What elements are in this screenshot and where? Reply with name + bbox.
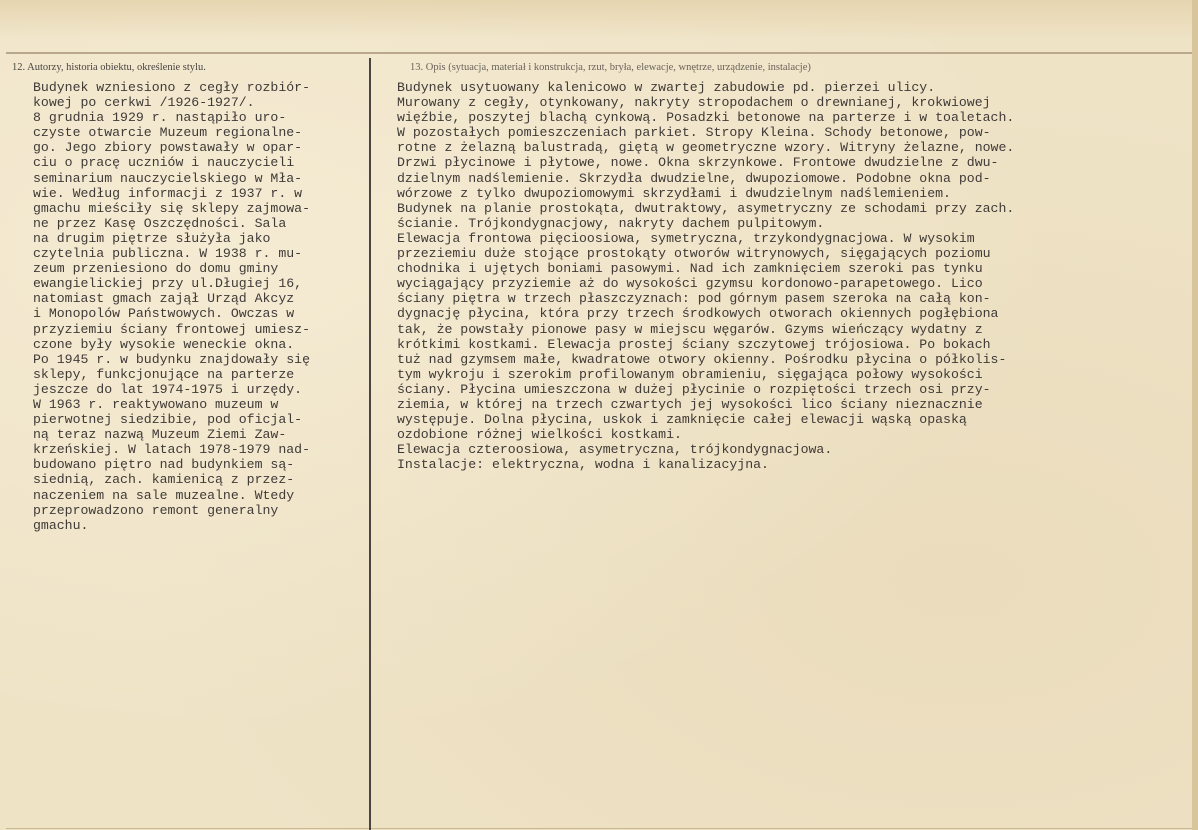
description-text-line: Elewacja czteroosiowa, asymetryczna, trójkondygnacjowa. (397, 442, 833, 458)
history-text-line: czone były wysokie weneckie okna. (33, 336, 295, 352)
description-text-line: ściany. Płycina umieszczona w dużej płycinie o rozpiętości trzech osi przy- (397, 381, 991, 397)
history-text-line: seminarium nauczycielskiego w Mła- (33, 170, 303, 186)
history-text-line: natomiast gmach zajął Urząd Akcyz (33, 291, 295, 307)
description-text-line: przeziemiu duże stojące prostokąty otworów witrynowych, sięgających poziomu (397, 246, 991, 262)
history-text-line: naczeniem na sale muzealne. Wtedy (33, 487, 295, 503)
description-text-line: dzielnym nadślemienie. Skrzydła dwudzielne, dwupoziomowe. Podobne okna pod- (397, 170, 991, 186)
history-text-line: go. Jego zbiory powstawały w opar- (33, 140, 303, 156)
history-text-line: gmachu. (33, 517, 89, 533)
description-text (397, 80, 1014, 472)
history-text-line: ewangielickiej przy ul.Długiej 16, (33, 276, 303, 292)
history-text-line: gmachu mieściły się sklepy zajmowa- (33, 200, 310, 216)
description-text-line: ozdobione różnej wielkości kostkami. (397, 427, 682, 443)
description-text-line: Budynek usytuowany kalenicowo w zwartej zabudowie pd. pierzei ulicy. (397, 80, 936, 95)
description-text-line: ściany piętra w trzech płaszczyznach: pod górnym pasem szeroka na całą kon- (397, 291, 991, 307)
header-rule (6, 52, 1192, 54)
description-text-line: Instalacje: elektryczna, wodna i kanalizacyjna. (397, 457, 769, 473)
description-text-line: W pozostałych pomieszczeniach parkiet. Stropy Kleina. Schody betonowe, pow- (397, 125, 991, 141)
history-text-line: ne przez Kasę Oszczędności. Sala (33, 215, 287, 231)
description-text-line: Murowany z cegły, otynkowany, nakryty stropodachem o drewnianej, krokwiowej (397, 95, 991, 111)
history-text-line: i Monopolów Państwowych. Owczas w (33, 306, 295, 322)
description-text-line: chodnika i ujętych boniami pasowymi. Nad ich zamknięciem szeroki pas tynku (397, 261, 983, 277)
description-text-line: Drzwi płycinowe i płytowe, nowe. Okna skrzynkowe. Frontowe dwudzielne z dwu- (397, 155, 999, 171)
history-text (33, 80, 310, 533)
history-text-line: wie. Według informacji z 1937 r. w (33, 185, 303, 201)
history-text-line: siednią, zach. kamienicą z przez- (33, 472, 295, 488)
paper-top-edge (0, 0, 1198, 40)
description-text-line: rotne z żelazną balustradą, giętą w geometryczne wzory. Witryny żelazne, nowe. (397, 140, 1015, 156)
history-text-line: zeum przeniesiono do domu gminy (33, 261, 279, 277)
history-text-line: ną teraz nazwą Muzeum Ziemi Zaw- (33, 427, 287, 443)
history-text-line: budowano piętro nad budynkiem są- (33, 457, 295, 473)
history-text-line: 8 grudnia 1929 r. nastąpiło uro- (33, 110, 287, 126)
history-text-line: na drugim piętrze służyła jako (33, 230, 271, 246)
description-text-line: więźbie, poszytej blachą cynkową. Posadzki betonowe na parterze i w toaletach. (397, 110, 1015, 126)
history-text-line: pierwotnej siedzibie, pod oficjal- (33, 412, 303, 428)
description-text-line: wórzowe z tylko dwupoziomowymi skrzydłami i dwudzielnym nadślemieniem. (397, 185, 951, 201)
description-text-line: tym wykroju i szerokim profilowanym obramieniu, sięgająca połowy wysokości (397, 366, 983, 382)
history-text-line: czytelnia publiczna. W 1938 r. mu- (33, 246, 303, 262)
description-text-line: Elewacja frontowa pięcioosiowa, symetryczna, trzykondygnacjowa. W wysokim (397, 230, 975, 246)
history-text-line: Budynek wzniesiono z cegły rozbiór- (33, 80, 310, 95)
history-text-line: ciu o pracę uczniów i nauczycieli (33, 155, 295, 171)
history-text-line: Po 1945 r. w budynku znajdowały się (33, 351, 310, 367)
description-text-line: krótkimi kostkami. Elewacja prostej ściany szczytowej trójosiowa. Po bokach (397, 336, 991, 352)
bottom-rule (6, 828, 1192, 829)
column-divider (369, 58, 371, 830)
description-text-line: tuż nad gzymsem małe, kwadratowe otwory okienny. Pośrodku płycina o półkolis- (397, 351, 1007, 367)
description-text-line: Budynek na planie prostokąta, dwutraktowy, asymetryczny ze schodami przy zach. (397, 200, 1015, 216)
description-text-line: występuje. Dolna płycina, uskok i zamknięcie całej elewacji wąską opaską (397, 412, 967, 428)
history-text-line: przyziemiu ściany frontowej umiesz- (33, 321, 310, 337)
description-text-line: tak, że powstały pionowe pasy w miejscu węgarów. Gzyms wieńczący wydatny z (397, 321, 983, 337)
paper-right-edge (1192, 0, 1198, 830)
description-text-line: dygnację płycina, która przy trzech środkowych otworach okiennych pogłębiona (397, 306, 999, 322)
history-text-line: jeszcze do lat 1974-1975 i urzędy. (33, 381, 303, 397)
section-12-heading: 12. Autorzy, historia obiektu, określenie stylu. (12, 62, 206, 73)
description-text-line: ścianie. Trójkondygnacjowy, nakryty dachem pulpitowym. (397, 215, 825, 231)
section-13-heading: 13. Opis (sytuacja, materiał i konstrukcja, rzut, bryła, elewacje, wnętrze, urządzenie, instalacje) (410, 62, 811, 73)
history-text-line: sklepy, funkcjonujące na parterze (33, 366, 295, 382)
history-text-line: W 1963 r. reaktywowano muzeum w (33, 396, 279, 412)
history-text-line: krzeńskiej. W latach 1978-1979 nad- (33, 442, 310, 458)
history-text-line: kowej po cerkwi /1926-1927/. (33, 95, 255, 111)
history-text-line: czyste otwarcie Muzeum regionalne- (33, 125, 303, 141)
history-text-line: przeprowadzono remont generalny (33, 502, 279, 518)
description-text-line: ziemia, w której na trzech czwartych jej wysokości lico ściany nieznacznie (397, 396, 983, 412)
description-text-line: wyciągający przyziemie aż do wysokości gzymsu kordonowo-parapetowego. Lico (397, 276, 983, 292)
